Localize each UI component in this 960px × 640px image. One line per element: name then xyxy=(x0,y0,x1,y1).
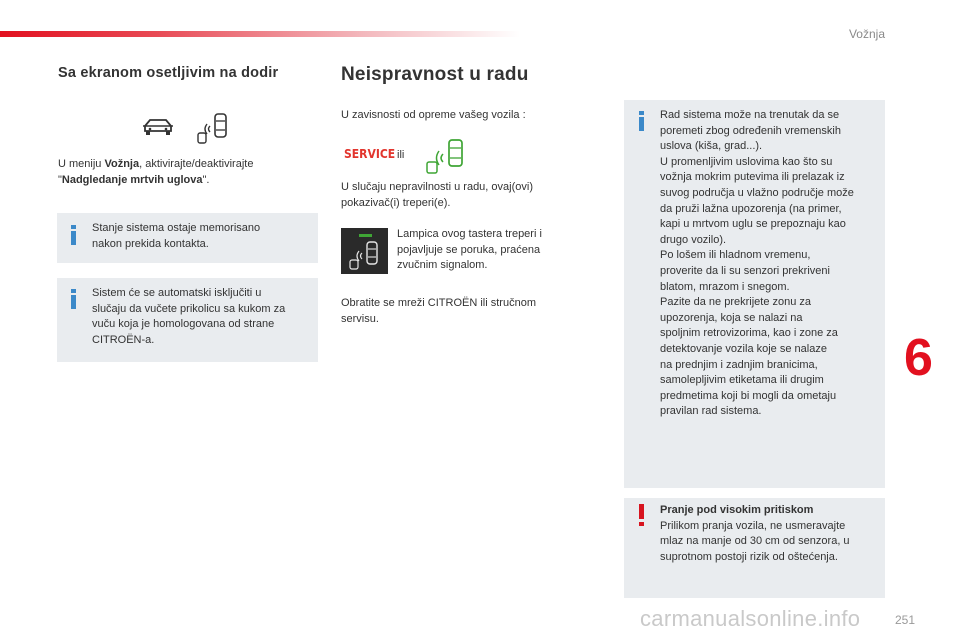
text-line: vožnja mokrim putevima ili prelazak iz xyxy=(660,171,845,184)
text-line: proverite da li su senzori prekriveni xyxy=(660,264,830,277)
text-line: mlaz na manje od 30 cm od senzora, u xyxy=(660,535,850,548)
text-line: predmetima koji bi mogli da ometaju xyxy=(660,389,837,402)
warning-icon xyxy=(639,504,644,519)
text-line: uslova (kiša, grad...). xyxy=(660,140,763,153)
car-icon xyxy=(141,117,175,137)
fault-indicator-text: U slučaju nepravilnosti u radu, ovaj(ovi) pokazivač(i) treperi(e). xyxy=(341,181,533,209)
warning-title: Pranje pod visokim pritiskom xyxy=(660,504,814,516)
text-line: Po lošem ili hladnom vremenu, xyxy=(660,249,811,262)
text-line: kapi u mrtvom uglu se prepoznaju kao xyxy=(660,218,846,231)
section-title: Vožnja xyxy=(848,27,885,41)
button-led-indicator xyxy=(359,234,372,237)
touchscreen-heading: Sa ekranom osetljivim na dodir xyxy=(58,65,279,81)
info-box-towing: Sistem će se automatski isključiti u slučaju da vučete prikolicu sa kukom za vuču koja je homologovana od strane CITROËN-a. xyxy=(57,278,318,362)
blind-spot-icon xyxy=(196,112,230,144)
text-line: Pazite da ne prekrijete zonu za xyxy=(660,296,812,309)
text-line: upozorenja, koja se nalazi na xyxy=(660,311,803,324)
lamp-flash-text: Lampica ovog tastera treperi i pojavljuje se poruka, praćena zvučnim signalom. xyxy=(397,228,542,272)
blind-spot-warning-icon xyxy=(424,138,466,174)
text-line: U promenljivim uslovima kao što su xyxy=(660,155,833,168)
text-line: Rad sistema može na trenutak da se xyxy=(660,109,840,121)
text-line: suvog područja u vlažno područje može xyxy=(660,186,854,199)
contact-dealer-text: Obratite se mreži CITROËN ili stručnom servisu. xyxy=(341,297,536,325)
watermark: carmanualsonline.info xyxy=(640,606,861,631)
info-icon xyxy=(71,231,76,245)
text-line: suprotnom postoji rizik od oštećenja. xyxy=(660,550,838,563)
or-text: ili xyxy=(397,149,405,161)
warning-box-pressure-wash xyxy=(624,498,885,598)
page-number: 251 xyxy=(894,613,915,627)
service-warning-icon: SERVICE xyxy=(344,147,396,161)
warning-text xyxy=(660,519,882,566)
info-box-memory: Stanje sistema ostaje memorisano nakon prekida kontakta. xyxy=(57,213,318,263)
text-line: detektovanje vozila koje se nalaze xyxy=(660,342,827,355)
text-line: Prilikom pranja vozila, ne usmeravajte xyxy=(660,519,846,532)
menu-instruction: U meniju Vožnja, aktivirajte/deaktivirajte "Nadgledanje mrtvih uglova". xyxy=(58,158,254,186)
info-icon xyxy=(71,295,76,309)
text-line: blatom, mrazom i snegom. xyxy=(660,280,790,293)
info-icon xyxy=(639,117,644,131)
text-line: pravilan rad sistema. xyxy=(660,405,762,418)
text-line: na prednjim i zadnjim branicima, xyxy=(660,358,818,371)
info-box-weather xyxy=(624,100,885,488)
malfunction-heading: Neispravnost u radu xyxy=(341,64,529,85)
text-line: poremeti zbog određenih vremenskih xyxy=(660,124,841,137)
equipment-intro: U zavisnosti od opreme vašeg vozila : xyxy=(341,109,526,121)
blind-spot-button-icon xyxy=(347,240,381,271)
chapter-color-bar xyxy=(0,31,520,37)
text-line: samolepljivim etiketama ili drugim xyxy=(660,374,824,387)
chapter-number: 6 xyxy=(904,329,933,387)
text-line: da pruži lažna upozorenja (na primer, xyxy=(660,202,842,215)
text-line: drugo vozilo). xyxy=(660,233,727,246)
text-line: spoljnim retrovizorima, kao i zone za xyxy=(660,327,838,340)
blind-spot-button[interactable] xyxy=(341,228,388,274)
weather-info-text xyxy=(660,108,882,420)
